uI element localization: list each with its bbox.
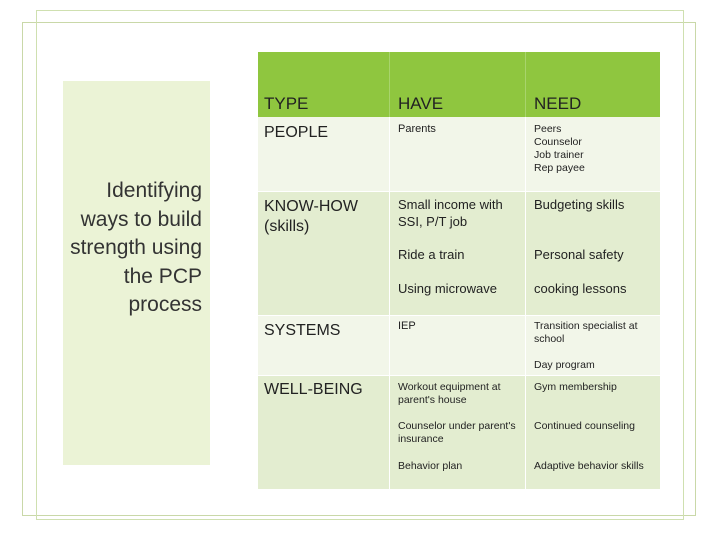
have-well-being-1: Workout equipment at parent's house	[398, 381, 501, 406]
header-type: TYPE	[264, 94, 309, 113]
need-systems-2: Day program	[534, 359, 595, 371]
header-divider	[389, 52, 390, 117]
need-well-being-3: Adaptive behavior skills	[534, 460, 644, 472]
row-divider	[258, 315, 660, 316]
need-systems-1: Transition specialist at school	[534, 320, 638, 345]
list-item: Rep payee	[534, 162, 585, 174]
need-know-how-3: cooking lessons	[534, 281, 627, 296]
column-divider	[389, 117, 390, 489]
header-need: NEED	[534, 94, 582, 113]
need-well-being-2: Continued counseling	[534, 420, 635, 432]
list-item: Peers	[534, 123, 562, 135]
type-know-how: KNOW-HOW (skills)	[264, 198, 358, 235]
type-well-being: WELL-BEING	[264, 381, 363, 398]
need-well-being-1: Gym membership	[534, 381, 617, 393]
have-well-being-2: Counselor under parent's insurance	[398, 420, 516, 445]
have-know-how-3: Using microwave	[398, 281, 497, 296]
have-people: Parents	[398, 123, 436, 135]
list-item: Job trainer	[534, 149, 584, 161]
have-well-being-3: Behavior plan	[398, 460, 463, 472]
table-header	[258, 52, 660, 117]
header-divider	[525, 52, 526, 117]
header-have: HAVE	[398, 94, 444, 113]
need-know-how-1: Budgeting skills	[534, 197, 625, 212]
need-know-how-2: Personal safety	[534, 247, 624, 262]
row-divider	[258, 191, 660, 192]
type-systems: SYSTEMS	[264, 322, 341, 339]
need-people-list	[534, 123, 654, 175]
side-title-panel	[63, 81, 210, 465]
pcp-strengths-table	[258, 52, 660, 489]
column-divider	[525, 117, 526, 489]
type-people: PEOPLE	[264, 124, 329, 141]
have-know-how-2: Ride a train	[398, 247, 465, 262]
side-title: Identifying ways to build strength using the PCP process	[70, 179, 202, 316]
row-divider	[258, 375, 660, 376]
list-item: Counselor	[534, 136, 582, 148]
have-systems: IEP	[398, 320, 416, 332]
have-know-how-1: Small income with SSI, P/T job	[398, 197, 503, 229]
